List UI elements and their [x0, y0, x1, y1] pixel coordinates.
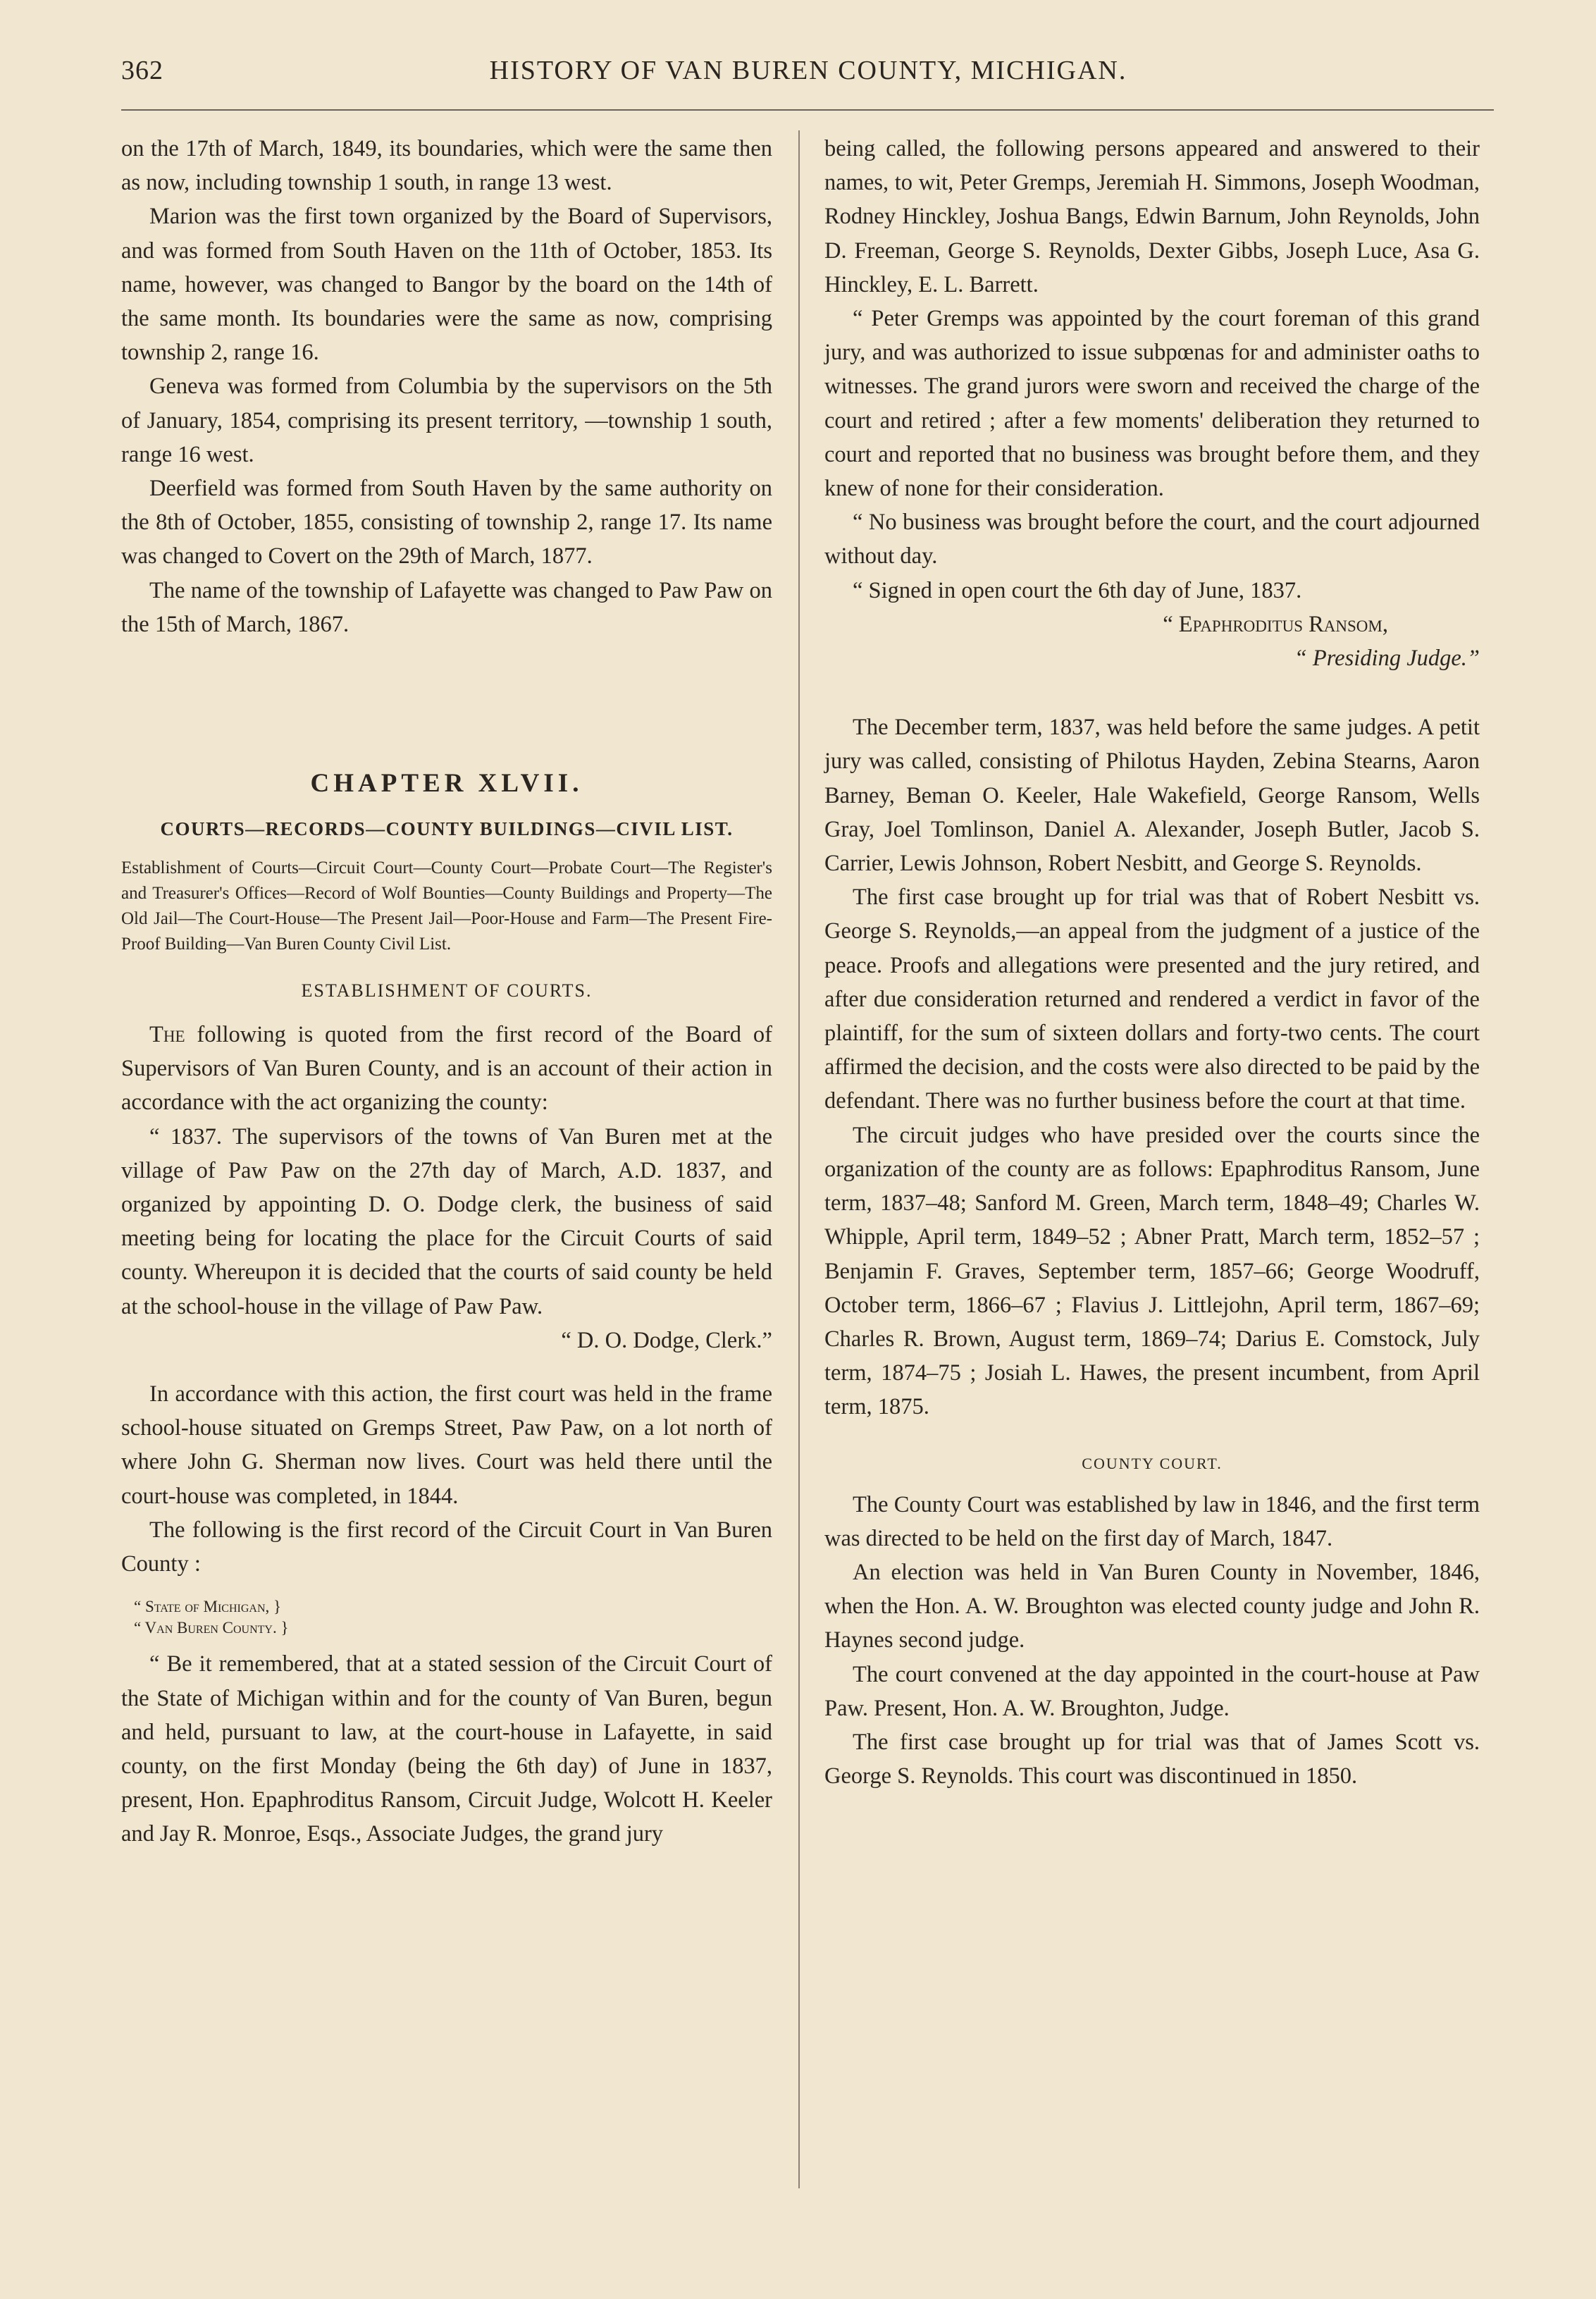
paragraph: Marion was the first town organized by the Board of Supervisors, and was formed from South Haven on the 11th of October, 1853. Its name, however, was changed to Bangor by the board on the 14th of the same month. Its boundaries were the same as now, comprising township 2, range 16.	[121, 204, 772, 366]
chapter-subtitle: COURTS—RECORDS—COUNTY BUILDINGS—CIVIL LIST.	[160, 818, 734, 840]
paragraph: Geneva was formed from Columbia by the supervisors on the 5th of January, 1854, comprising its present territory, —township 1 south, range 16 west.	[121, 374, 772, 467]
drop-lead-word: The	[149, 1022, 185, 1048]
page-number: 362	[121, 56, 163, 85]
column-divider	[798, 130, 800, 2188]
paragraph: on the 17th of March, 1849, its boundaries, which were the same then as now, including township 1 south, in range 13 west.	[121, 136, 772, 196]
signature-title: “ Presiding Judge.”	[1294, 646, 1480, 672]
paragraph: In accordance with this action, the first court was held in the frame school-house situated on Gremps Street, Paw Paw, on a lot north of where John G. Sherman now lives. Court was held there until the court-house was completed, in 1844.	[121, 1381, 772, 1509]
paragraph-text: following is quoted from the first record of the Board of Supervisors of Van Buren County, and is an account of their action in accordance with the act organizing the county:	[121, 1022, 772, 1116]
quoted-record: “ 1837. The supervisors of the towns of Van Buren met at the village of Paw Paw on the 27th day of March, A.D. 1837, and organized by appointing D. O. Dodge clerk, the business of said meeting being for locating the place for the Circuit Courts of said county. Whereupon it is decided that the courts of said county be held at the school-house in the village of Paw Paw.	[121, 1123, 772, 1319]
left-column	[121, 132, 772, 1851]
county-line: “ Van Buren County. }	[134, 1619, 289, 1637]
state-caption	[121, 1596, 772, 1639]
paragraph: “ Signed in open court the 6th day of June, 1837.	[853, 577, 1302, 603]
paragraph: The circuit judges who have presided over the courts since the organization of the county are as follows: Epaphroditus Ransom, June term, 1837–48; Sanford M. Green, March term, 1848–49; Charles W. Whipple, April term, 1849–52 ; Abner Pratt, March term, 1852–57 ; Benjamin F. Graves, September term, 1857–66; George Woodruff, October term, 1866–67 ; Flavius J. Littlejohn, April term, 1867–69; Charles R. Brown, August term, 1869–74; Darius E. Comstock, July term, 1874–75 ; Josiah L. Hawes, the present incumbent, from April term, 1875.	[824, 1122, 1480, 1420]
paragraph: “ Peter Gremps was appointed by the court foreman of this grand jury, and was authorized to issue subpœnas for and administer oaths to witnesses. The grand jurors were sworn and received the charge of the court and retired ; after a few moments' deliberation they returned to court and reported that no business was brought before them, and they knew of none for their consideration.	[824, 306, 1480, 502]
state-line: “ State of Michigan, }	[134, 1598, 282, 1616]
signature-ransom: “ Epaphroditus Ransom,	[1163, 611, 1388, 637]
right-column	[824, 132, 1480, 1793]
spacer	[824, 675, 1480, 710]
paragraph	[121, 1018, 772, 1120]
paragraph: The following is the first record of the Circuit Court in Van Buren County :	[121, 1517, 772, 1577]
paragraph: The first case brought up for trial was that of Robert Nesbitt vs. George S. Reynolds,—an appeal from the judgment of a justice of the peace. Proofs and allegations were presented and the jury retired, and after due consideration returned and rendered a verdict in favor of the plaintiff, for the sum of sixteen dollars and forty-two cents. The court affirmed the decision, and the costs were also directed to be paid by the defendant. There was no further business before the court at that time.	[824, 885, 1480, 1114]
spacer	[121, 641, 772, 767]
paragraph: “ No business was brought before the court, and the court adjourned without day.	[824, 510, 1480, 569]
running-title: HISTORY OF VAN BUREN COUNTY, MICHIGAN.	[489, 56, 1127, 85]
paragraph: being called, the following persons appeared and answered to their names, to wit, Peter Gremps, Jeremiah H. Simmons, Joseph Woodman, Rodney Hinckley, Joshua Bangs, Edwin Barnum, John Reynolds, John D. Freeman, George S. Reynolds, Dexter Gibbs, Joseph Luce, Asa G. Hinckley, E. L. Barrett.	[824, 136, 1480, 297]
paragraph: The December term, 1837, was held before the same judges. A petit jury was called, consisting of Philotus Hayden, Zebina Stearns, Aaron Barney, Beman O. Keeler, Hale Wakefield, George Ransom, Wells Gray, Joel Tomlinson, Daniel A. Alexander, Joseph Butler, Jacob S. Carrier, Lewis Johnson, Robert Nesbitt, and George S. Reynolds.	[824, 715, 1480, 877]
paragraph: The County Court was established by law in 1846, and the first term was directed to be held on the first day of March, 1847.	[824, 1491, 1480, 1551]
paragraph: The first case brought up for trial was that of James Scott vs. George S. Reynolds. This court was discontinued in 1850.	[824, 1729, 1480, 1789]
quoted-record: “ Be it remembered, that at a stated session of the Circuit Court of the State of Michigan within and for the county of Van Buren, begun and held, pursuant to law, at the court-house in Lafayette, in said county, on the first Monday (being the 6th day) of June in 1837, present, Hon. Epaphroditus Ransom, Circuit Judge, Wolcott H. Keeler and Jay R. Monroe, Esqs., Associate Judges, the grand jury	[121, 1651, 772, 1847]
section-heading: COUNTY COURT.	[1082, 1454, 1223, 1472]
chapter-title: CHAPTER XLVII.	[310, 769, 583, 799]
section-heading: ESTABLISHMENT OF COURTS.	[301, 980, 593, 1001]
page-header	[121, 55, 1495, 97]
chapter-synopsis: Establishment of Courts—Circuit Court—County Court—Probate Court—The Register's and Treasurer's Offices—Record of Wolf Bounties—County Buildings and Property—The Old Jail—The Court-House—The Present Jail—Poor-House and Farm—The Present Fire-Proof Building—Van Buren County Civil List.	[121, 858, 772, 954]
header-rule	[121, 109, 1494, 111]
paragraph: The court convened at the day appointed in the court-house at Paw Paw. Present, Hon. A. W. Broughton, Judge.	[824, 1661, 1480, 1721]
paragraph: An election was held in Van Buren County in November, 1846, when the Hon. A. W. Broughton was elected county judge and John R. Haynes second judge.	[824, 1559, 1480, 1653]
spacer	[121, 1357, 772, 1377]
paragraph: The name of the township of Lafayette was changed to Paw Paw on the 15th of March, 1867.	[121, 577, 772, 637]
signature-dodge: “ D. O. Dodge, Clerk.”	[561, 1327, 772, 1353]
paragraph: Deerfield was formed from South Haven by the same authority on the 8th of October, 1855, consisting of township 2, range 17. Its name was changed to Covert on the 29th of March, 1877.	[121, 476, 772, 569]
